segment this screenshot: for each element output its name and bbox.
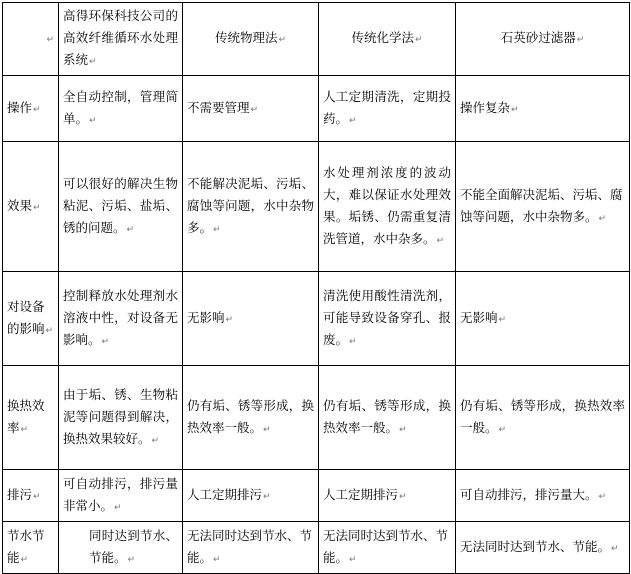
- comparison-table: [2, 2, 630, 574]
- table-cell: 可自动排污，排污量大。↵: [456, 470, 630, 522]
- table-row-equipment-impact: [3, 272, 630, 366]
- table-cell: 不能全面解决泥垢、污垢、腐蚀等问题，水中杂物多。↵: [456, 142, 630, 272]
- table-cell: 全自动控制，管理简单。↵: [59, 76, 183, 142]
- table-cell: 可以很好的解决生物粘泥、污垢、盐垢、锈的问题。↵: [59, 142, 183, 272]
- table-cell: 不能解决泥垢、污垢、腐蚀等问题，水中杂物多。↵: [183, 142, 319, 272]
- table-cell: 仍有垢、锈等形成，换热效率一般。↵: [183, 366, 319, 470]
- table-cell: 仍有垢、锈等形成，换热效率一般。↵: [319, 366, 456, 470]
- table-cell: 无法同时达到节水、节能。↵: [183, 522, 319, 574]
- table-cell: 仍有垢、锈等形成，换热效率一般。↵: [456, 366, 630, 470]
- row-label: 节水节能↵: [3, 522, 59, 574]
- table-row-effect: [3, 142, 630, 272]
- table-cell: 人工定期排污↵: [183, 470, 319, 522]
- table-cell: 无影响↵: [183, 272, 319, 366]
- table-cell: 操作复杂↵: [456, 76, 630, 142]
- header-row: [3, 3, 630, 76]
- row-label: 效果↵: [3, 142, 59, 272]
- header-corner-cell: [3, 3, 59, 76]
- table-cell: 不需要管理↵: [183, 76, 319, 142]
- header-cell-chemical: 传统化学法↵: [319, 3, 456, 76]
- table-row-water-energy-saving: [3, 522, 630, 574]
- table-cell: 同时达到节水、节能。↵: [59, 522, 183, 574]
- table-cell: 无影响↵: [456, 272, 630, 366]
- paragraph-mark: ↵: [46, 35, 54, 45]
- row-label: 操作↵: [3, 76, 59, 142]
- row-label: 对设备的影响↵: [3, 272, 59, 366]
- table-cell: 水处理剂浓度的波动大，难以保证水处理效果。垢锈、仍需重复清洗管道，水中杂多。↵: [319, 142, 456, 272]
- table-cell: 可自动排污，排污量非常小。↵: [59, 470, 183, 522]
- table-cell: 无法同时达到节水、节能。↵: [319, 522, 456, 574]
- table-row-operation: [3, 76, 630, 142]
- row-label: 排污↵: [3, 470, 59, 522]
- header-cell-gaode: 高得环保科技公司的高效纤维循环水处理系统↵: [59, 3, 183, 76]
- header-cell-physical: 传统物理法↵: [183, 3, 319, 76]
- table-row-discharge: [3, 470, 630, 522]
- table-cell: 无法同时达到节水、节能。↵: [456, 522, 630, 574]
- table-cell: 清洗使用酸性清洗剂，可能导致设备穿孔、报废。↵: [319, 272, 456, 366]
- table-cell: 由于垢、锈、生物粘泥等问题得到解决，换热效果较好。↵: [59, 366, 183, 470]
- table-cell: 人工定期清洗，定期投药。↵: [319, 76, 456, 142]
- header-cell-quartz-filter: 石英砂过滤器↵: [456, 3, 630, 76]
- table-row-heat-efficiency: [3, 366, 630, 470]
- table-cell: 控制释放水处理剂水溶液中性，对设备无影响。↵: [59, 272, 183, 366]
- table-cell: 人工定期排污↵: [319, 470, 456, 522]
- row-label: 换热效率↵: [3, 366, 59, 470]
